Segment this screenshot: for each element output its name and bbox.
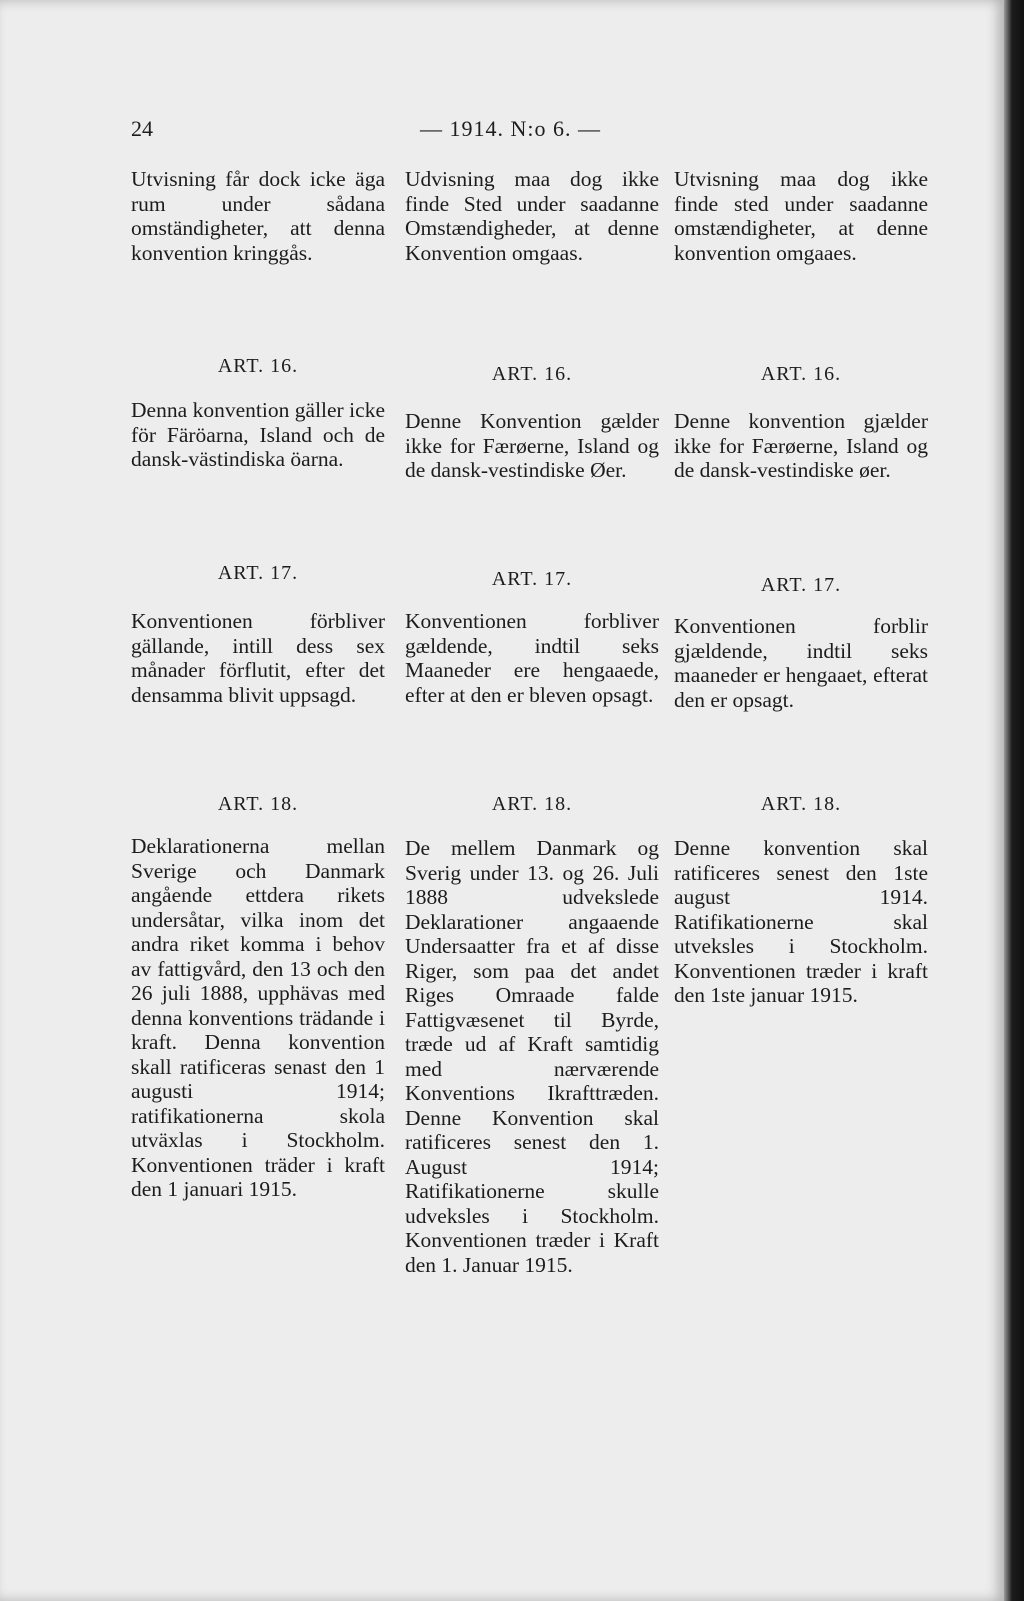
page-number: 24	[131, 116, 153, 141]
page-header	[0, 116, 1004, 148]
article-heading: ART. 18.	[217, 793, 299, 815]
intro-paragraph: Utvisning maa dog ikke finde sted under saadanne omstændigheter, at denne konvention omgaaes.	[674, 167, 928, 265]
article-text: Deklarationerna mellan Sverige och Danmark angående ettdera rikets undersåtar, vilka inom det andra riket komma i behov av fattigvård, den 13 och den 26 juli 1888, upphävas med denna konventions trädande i kraft. Denna konvention skall ratificeras senast den 1 augusti 1914; ratifikationerna skola utväxlas i Stockholm. Konventionen träder i kraft den 1 januari 1915.	[131, 834, 385, 1201]
article-text: Konventionen förbliver gällande, intill dess sex månader förflutit, efter det densamma blivit uppsagd.	[131, 609, 385, 707]
article-heading: ART. 16.	[760, 363, 842, 385]
page-edge-shadow	[1004, 0, 1024, 1601]
intro-paragraph: Utvisning får dock icke äga rum under sådana omständigheter, att denna konvention kringgås.	[131, 167, 385, 265]
intro-paragraph: Udvisning maa dog ikke finde Sted under saadanne Omstændigheder, at denne Konvention omgaas.	[405, 167, 659, 265]
article-heading: ART. 16.	[217, 355, 299, 377]
article-text: Denne konvention gjælder ikke for Færøerne, Island og de dansk-vestindiske øer.	[674, 409, 928, 482]
article-heading: ART. 17.	[760, 574, 842, 596]
article-text: De mellem Danmark og Sverig under 13. og 26. Juli 1888 udvekslede Deklarationer angaaende Undersaatter fra et af disse Riger, som paa det andet Riges Omraade falde Fattigvæsenet til Byrde, træde ud af Kraft samtidig med nærværende Konventions Ikrafttræden. Denne Konvention skal ratificeres senest den 1. August 1914; Ratifikationerne skulle udveksles i Stockholm. Konventionen træder i Kraft den 1. Januar 1915.	[405, 836, 659, 1277]
article-text: Denne konvention skal ratificeres senest den 1ste august 1914. Ratifikationerne skal utveksles i Stockholm. Konventionen træder i kraft den 1ste januar 1915.	[674, 836, 928, 1007]
article-text: Konventionen forblir gjældende, indtil seks maaneder er hengaaet, efterat den er opsagt.	[674, 614, 928, 712]
article-text: Denne Konvention gælder ikke for Færøerne, Island og de dansk-vestindiske Øer.	[405, 409, 659, 482]
article-heading: ART. 17.	[217, 562, 299, 584]
article-heading: ART. 18.	[760, 793, 842, 815]
running-head: — 1914. N:o 6. —	[420, 116, 601, 141]
article-heading: ART. 16.	[491, 363, 573, 385]
article-heading: ART. 17.	[491, 568, 573, 590]
article-text: Konventionen forbliver gældende, indtil seks Maaneder ere hengaaede, efter at den er bleven opsagt.	[405, 609, 659, 707]
article-text: Denna konvention gäller icke för Färöarna, Island och de dansk-västindiska öarna.	[131, 398, 385, 471]
article-heading: ART. 18.	[491, 793, 573, 815]
